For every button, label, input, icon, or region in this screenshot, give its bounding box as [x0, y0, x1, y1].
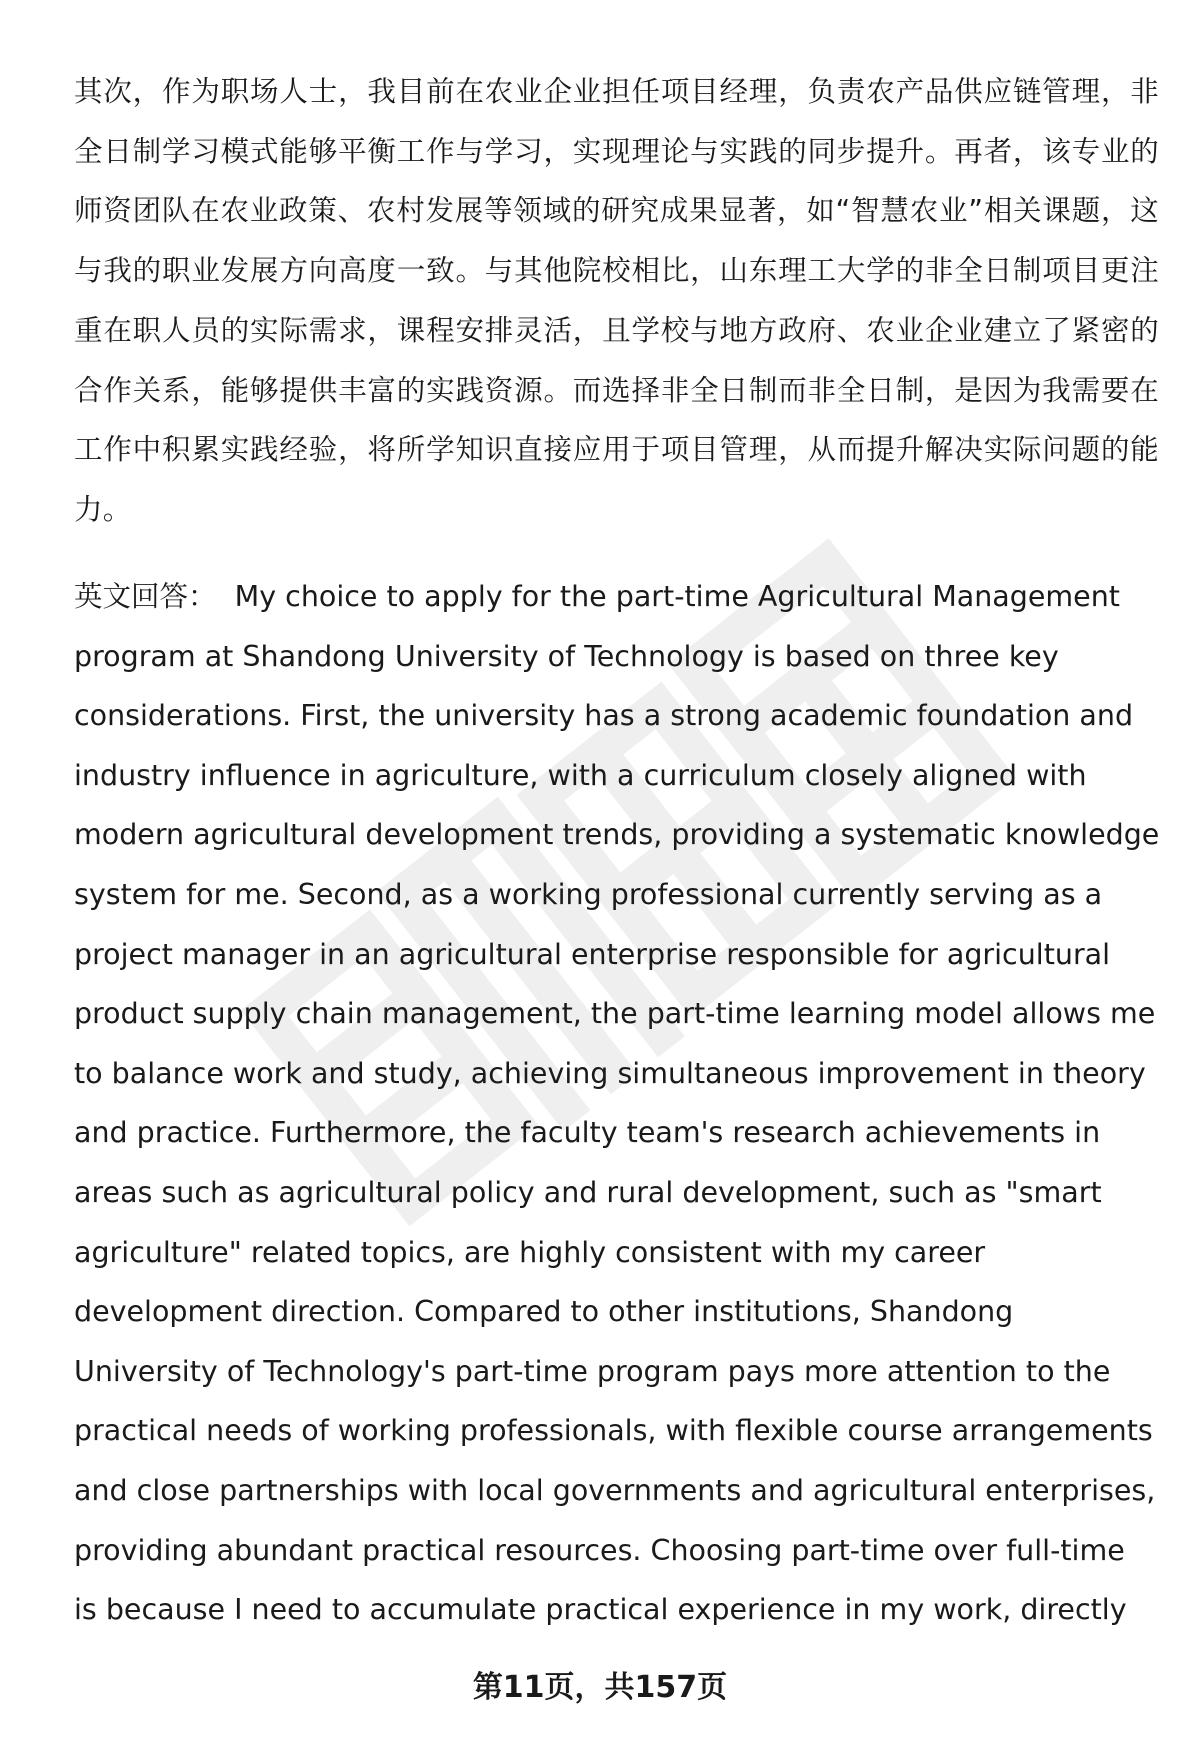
english-answer-line: project manager in an agricultural enterprise responsible for agricultural — [74, 937, 1111, 971]
english-answer-paragraph — [74, 567, 1164, 1640]
english-answer-line: practical needs of working professionals, with flexible course arrangements — [74, 1414, 1153, 1448]
english-answer-line: product supply chain management, the part-time learning model allows me — [74, 997, 1156, 1031]
english-answer-first-line: My choice to apply for the part-time Agricultural Management — [234, 580, 1120, 613]
english-answer-line: considerations. First, the university has a strong academic foundation and — [74, 699, 1134, 733]
english-answer-line: is because I need to accumulate practical experience in my work, directly — [74, 1593, 1127, 1627]
english-answer-line: industry influence in agriculture, with a curriculum closely aligned with — [74, 758, 1087, 792]
english-answer-line: to balance work and study, achieving simultaneous improvement in theory — [74, 1056, 1146, 1090]
english-answer-line: modern agricultural development trends, providing a systematic knowledge — [74, 818, 1160, 852]
english-answer-line: development direction. Compared to other institutions, Shandong — [74, 1295, 1014, 1329]
english-answer-line: program at Shandong University of Technology is based on three key — [74, 639, 1059, 673]
chinese-answer-paragraph: 其次，作为职场人士，我目前在农业企业担任项目经理，负责农产品供应链管理，非全日制学习模式能够平衡工作与学习，实现理论与实践的同步提升。再者，该专业的师资团队在农业政策、农村发展等领域的研究成果显著，如“智慧农业”相关课题，这与我的职业发展方向高度一致。与其他院校相比，山东理工大学的非全日制项目更注重在职人员的实际需求，课程安排灵活，且学校与地方政府、农业企业建立了紧密的合作关系，能够提供丰富的实践资源。而选择非全日制而非全日制，是因为我需要在工作中积累实践经验，将所学知识直接应用于项目管理，从而提升解决实际问题的能力。 — [74, 75, 1159, 526]
english-answer-line: and practice. Furthermore, the faculty team's research achievements in — [74, 1116, 1101, 1150]
english-answer-line: areas such as agricultural policy and rural development, such as "smart — [74, 1175, 1102, 1209]
page-number: 第11页，共157页 — [472, 1670, 728, 1705]
english-answer-line — [74, 567, 1164, 627]
english-answer-line: agriculture" related topics, are highly consistent with my career — [74, 1235, 986, 1269]
english-answer-line: system for me. Second, as a working professional currently serving as a — [74, 877, 1103, 911]
english-answer-line: and close partnerships with local governments and agricultural enterprises, — [74, 1473, 1156, 1507]
english-answer-line: providing abundant practical resources. Choosing part-time over full-time — [74, 1533, 1125, 1567]
english-answer-label: 英文回答： — [74, 580, 217, 613]
english-answer-line: University of Technology's part-time program pays more attention to the — [74, 1354, 1111, 1388]
